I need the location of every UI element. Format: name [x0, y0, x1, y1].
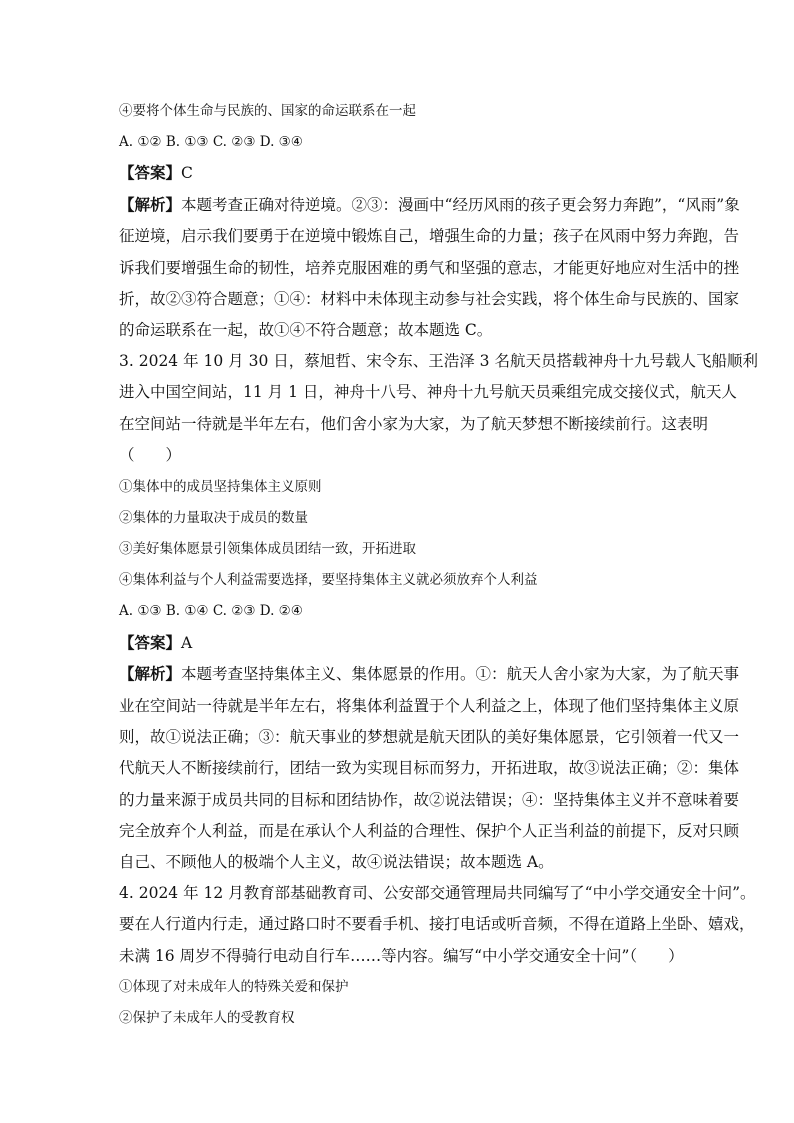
q2-choices: A. ①② B. ①③ C. ②③ D. ③④	[119, 134, 303, 150]
q4-stem-line: 未满 16 周岁不得骑行电动自行车……等内容。编写“中小学交通安全十问”（ ）	[119, 947, 684, 965]
q4-option: ①体现了对未成年人的特殊关爱和保护	[119, 979, 349, 995]
q2-analysis-line: 诉我们要增强生命的韧性，培养克服困难的勇气和坚强的意志，才能更好地应对生活中的挫	[119, 259, 740, 277]
q3-stem-line: 在空间站一待就是半年左右，他们舍小家为大家，为了航天梦想不断接续前行。这表明	[119, 415, 709, 433]
q4-stem-line: 4. 2024 年 12 月教育部基础教育司、公安部交通管理局共同编写了“中小学交通安全十问”。	[119, 884, 756, 902]
q2-analysis-line: 折，故②③符合题意；①④：材料中未体现主动参与社会实践，将个体生命与民族的、国家	[119, 290, 740, 308]
q3-option: ①集体中的成员坚持集体主义原则	[119, 479, 322, 495]
q2-analysis-line: 的命运联系在一起，故①④不符合题意；故本题选 C。	[119, 321, 493, 339]
q4-stem-line: 要在人行道内行走，通过路口时不要看手机、接打电话或听音频，不得在道路上坐卧、嬉戏，	[119, 915, 755, 933]
q3-option: ②集体的力量取决于成员的数量	[119, 510, 308, 526]
answer-value: A	[181, 634, 193, 652]
q3-analysis-line: 自己、不顾他人的极端个人主义，故④说法错误；故本题选 A。	[119, 853, 554, 871]
q2-analysis-line	[119, 195, 740, 215]
analysis-tag: 【解析】	[119, 195, 182, 214]
q3-stem-line: 进入中国空间站，11 月 1 日，神舟十八号、神舟十九号航天员乘组完成交接仪式，航天人	[119, 383, 737, 401]
q3-analysis-line	[119, 664, 739, 684]
q3-stem-line: 3. 2024 年 10 月 30 日，蔡旭哲、宋令东、王浩泽 3 名航天员搭载神舟十九号载人飞船顺利	[119, 352, 758, 370]
q3-analysis-line: 业在空间站一待就是半年左右，将集体利益置于个人利益之上，体现了他们坚持集体主义原	[119, 697, 740, 715]
answer-tag: 【答案】	[119, 633, 182, 652]
q3-option: ④集体利益与个人利益需要选择，要坚持集体主义就必须放弃个人利益	[119, 572, 538, 588]
q3-analysis-line: 则，故①说法正确；③：航天事业的梦想就是航天团队的美好集体愿景，它引领着一代又一	[119, 728, 740, 746]
q2-option-4: ④要将个体生命与民族的、国家的命运联系在一起	[119, 103, 416, 119]
analysis-text: 本题考查正确对待逆境。②③：漫画中“经历风雨的孩子更会努力奔跑”，“风雨”象	[181, 196, 740, 214]
q3-stem-line: （ ）	[119, 446, 182, 464]
q3-analysis-line: 代航天人不断接续前行，团结一致为实现目标而努力，开拓进取，故③说法正确；②：集体	[119, 759, 740, 777]
q3-analysis-line: 的力量来源于成员共同的目标和团结协作，故②说法错误；④：坚持集体主义并不意味着要	[119, 791, 740, 809]
analysis-tag: 【解析】	[119, 664, 182, 683]
analysis-text: 本题考查坚持集体主义、集体愿景的作用。①：航天人舍小家为大家，为了航天事	[181, 665, 740, 683]
q3-option: ③美好集体愿景引领集体成员团结一致，开拓进取	[119, 541, 416, 557]
q3-analysis-line: 完全放弃个人利益，而是在承认个人利益的合理性、保护个人正当利益的前提下，反对只顾	[119, 822, 740, 840]
q2-answer	[119, 163, 193, 183]
q4-option: ②保护了未成年人的受教育权	[119, 1010, 295, 1026]
answer-tag: 【答案】	[119, 163, 182, 182]
q3-answer	[119, 633, 192, 653]
q2-analysis-line: 征逆境，启示我们要勇于在逆境中锻炼自己，增强生命的力量；孩子在风雨中努力奔跑，告	[119, 227, 740, 245]
q3-choices: A. ①③ B. ①④ C. ②③ D. ②④	[119, 603, 303, 619]
answer-value: C	[181, 164, 193, 182]
